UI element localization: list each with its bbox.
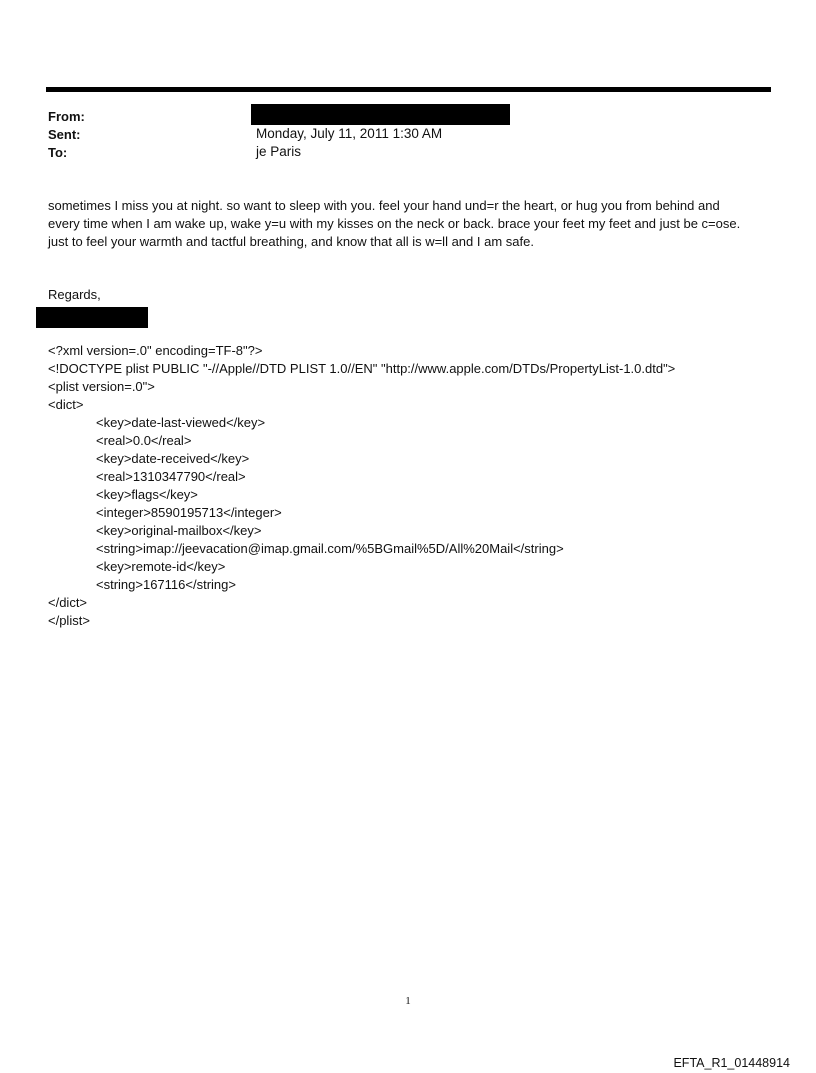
- to-label: To:: [48, 145, 68, 160]
- from-label: From:: [48, 109, 85, 124]
- redacted-signature: [36, 307, 148, 328]
- plist-line: <key>date-received</key>: [96, 451, 250, 466]
- message-line: every time when I am wake up, wake y=u with my kisses on the neck or back. brace your feet my feet and just be c=ose.: [48, 216, 741, 231]
- plist-block: [48, 342, 675, 630]
- plist-line: <plist version=.0">: [48, 379, 155, 394]
- plist-line: </plist>: [48, 613, 90, 628]
- message-body: [48, 197, 772, 251]
- plist-line: <key>date-last-viewed</key>: [96, 415, 266, 430]
- plist-line: <?xml version=.0" encoding=TF-8"?>: [48, 343, 263, 358]
- plist-line: <integer>8590195713</integer>: [96, 505, 282, 520]
- header-rule: [46, 87, 771, 92]
- sent-value: Monday, July 11, 2011 1:30 AM: [256, 126, 443, 141]
- plist-line: <!DOCTYPE plist PUBLIC "-//Apple//DTD PLIST 1.0//EN" "http://www.apple.com/DTDs/PropertyList-1.0.dtd">: [48, 361, 676, 376]
- redacted-sender: [251, 104, 510, 125]
- plist-line: </dict>: [48, 595, 88, 610]
- page-number: 1: [405, 995, 411, 1007]
- plist-line: <real>0.0</real>: [96, 433, 192, 448]
- plist-line: <key>original-mailbox</key>: [96, 523, 262, 538]
- document-id: EFTA_R1_01448914: [673, 1056, 790, 1070]
- message-line: just to feel your warmth and tactful breathing, and know that all is w=ll and I am safe.: [48, 234, 534, 249]
- plist-line: <dict>: [48, 397, 84, 412]
- sent-label: Sent:: [48, 127, 81, 142]
- plist-line: <key>remote-id</key>: [96, 559, 226, 574]
- plist-line: <real>1310347790</real>: [96, 469, 246, 484]
- message-line: sometimes I miss you at night. so want to sleep with you. feel your hand und=r the heart, or hug you from behind and: [48, 198, 720, 213]
- plist-line: <string>imap://jeevacation@imap.gmail.com/%5BGmail%5D/All%20Mail</string>: [96, 541, 564, 556]
- plist-line: <key>flags</key>: [96, 487, 198, 502]
- plist-line: <string>167116</string>: [96, 577, 236, 592]
- closing: Regards,: [48, 287, 101, 302]
- to-value: je Paris: [256, 144, 302, 159]
